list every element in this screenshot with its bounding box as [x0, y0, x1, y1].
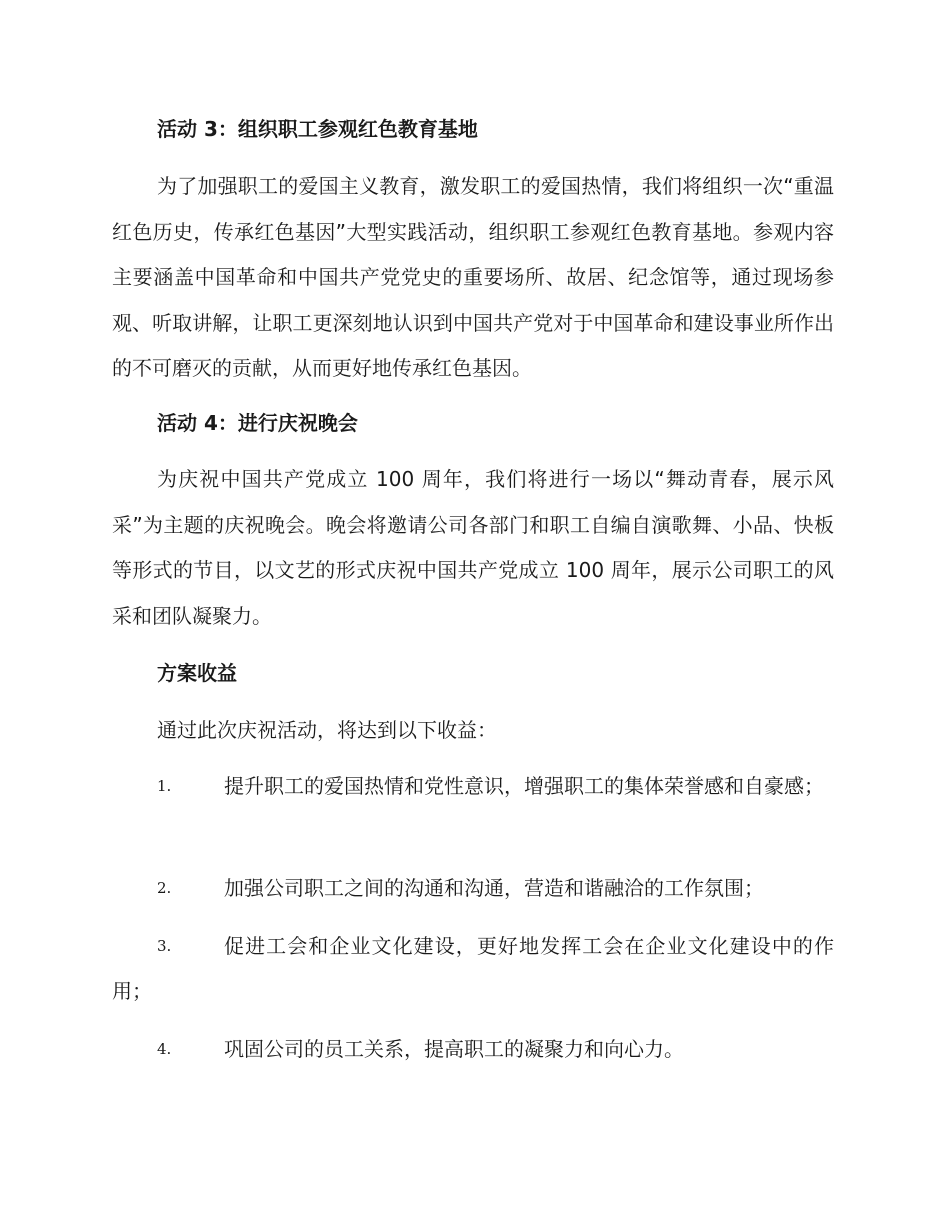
activity-4-body: 为庆祝中国共产党成立 100 周年，我们将进行一场以“舞动青春，展示风采”为主题的庆祝晚会。晚会将邀请公司各部门和职工自编自演歌舞、小品、快板等形式的节目，以文艺的形式庆祝中国共产党成立 100 周年，展示公司职工的风采和团队凝聚力。 [112, 467, 834, 628]
list-text: 巩固公司的员工关系，提高职工的凝聚力和向心力。 [224, 1037, 684, 1061]
list-text: 提升职工的爱国热情和党性意识，增强职工的集体荣誉感和自豪感； [224, 774, 824, 798]
benefit-item-1 [112, 764, 834, 809]
list-text: 加强公司职工之间的沟通和沟通，营造和谐融洽的工作氛围； [224, 876, 764, 900]
activity-3-body: 为了加强职工的爱国主义教育，激发职工的爱国热情，我们将组织一次“重温红色历史，传承红色基因”大型实践活动，组织职工参观红色教育基地。参观内容主要涵盖中国革命和中国共产党党史的重要场所、故居、纪念馆等，通过现场参观、听取讲解，让职工更深刻地认识到中国共产党对于中国革命和建设事业所作出的不可磨灭的贡献，从而更好地传承红色基因。 [112, 174, 834, 380]
list-text: 促进工会和企业文化建设，更好地发挥工会在企业文化建设中的作用； [112, 934, 834, 1003]
benefit-item-4 [112, 1027, 834, 1072]
activity-3-heading: 活动 3：组织职工参观红色教育基地 [157, 117, 478, 141]
benefits-intro: 通过此次庆祝活动，将达到以下收益： [157, 718, 497, 742]
list-number: 1. [157, 777, 172, 795]
list-number: 2. [157, 879, 172, 897]
benefit-item-2 [112, 866, 834, 911]
benefits-heading: 方案收益 [157, 661, 237, 685]
activity-4-heading: 活动 4：进行庆祝晚会 [157, 411, 358, 435]
benefit-item-3 [112, 924, 834, 1014]
list-number: 4. [157, 1040, 172, 1058]
list-number: 3. [157, 937, 172, 955]
